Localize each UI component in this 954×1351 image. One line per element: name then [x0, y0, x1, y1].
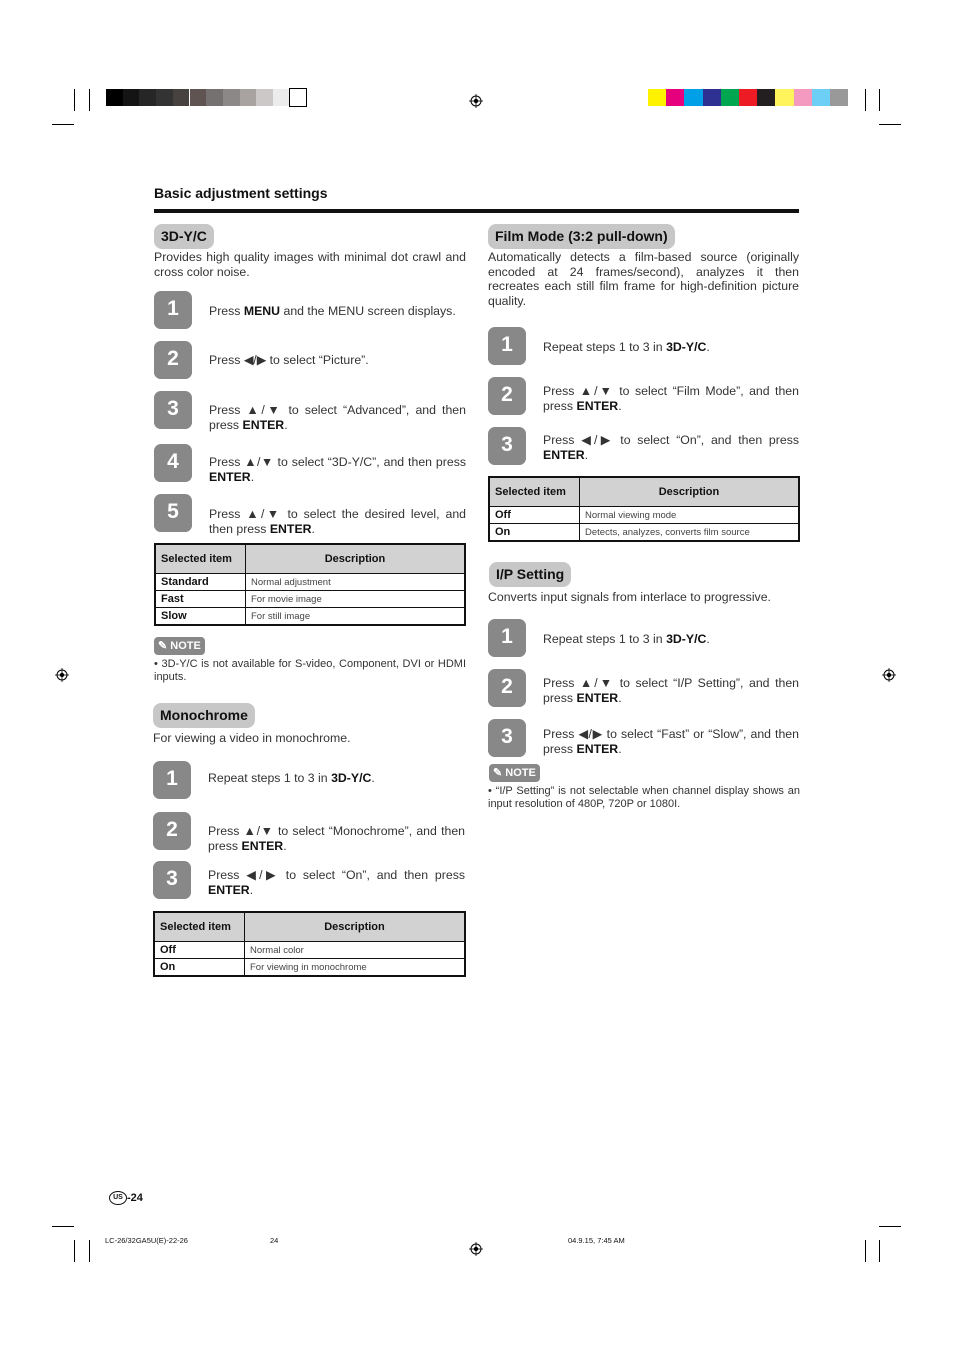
- registration-mark-icon: [882, 668, 896, 682]
- step-number: 3: [488, 427, 526, 465]
- footer-sheet-number: 24: [270, 1236, 279, 1245]
- registration-mark-icon: [55, 668, 69, 682]
- settings-table-monochrome: [153, 911, 466, 977]
- color-swatch: [190, 89, 207, 106]
- color-swatch: [139, 89, 156, 106]
- section-intro: For viewing a video in monochrome.: [153, 731, 351, 745]
- color-swatch: [721, 89, 739, 106]
- us-badge-icon: US: [109, 1191, 127, 1205]
- step-number: 2: [154, 341, 192, 379]
- table-row: On Detects, analyzes, converts film source: [489, 524, 799, 542]
- step-text: Press ▲/▼ to select “I/P Setting”, and then press ENTER.: [543, 676, 799, 705]
- color-swatch: [206, 89, 223, 106]
- step-text: Repeat steps 1 to 3 in 3D-Y/C.: [543, 632, 710, 646]
- step-number: 5: [154, 494, 192, 532]
- step-text: Press ◀/▶ to select “On”, and then press ENTER.: [543, 433, 799, 462]
- color-swatch: [123, 89, 140, 106]
- column-header: Selected item: [489, 477, 580, 507]
- note-text: • “I/P Setting” is not selectable when channel display shows an input resolution of 480P, 720P or 1080I.: [488, 785, 800, 810]
- column-header: Selected item: [154, 912, 245, 942]
- section-heading-film-mode: Film Mode (3:2 pull-down): [488, 224, 675, 249]
- table-row: Off Normal viewing mode: [489, 507, 799, 524]
- color-swatch: [830, 89, 848, 106]
- footer-timestamp: 04.9.15, 7:45 AM: [568, 1236, 625, 1245]
- color-swatch: [240, 89, 257, 106]
- color-swatch: [106, 89, 123, 106]
- color-swatch: [703, 89, 721, 106]
- step-number: 1: [488, 327, 526, 365]
- color-swatch: [290, 89, 307, 106]
- page-number: US -24: [109, 1191, 143, 1205]
- color-swatch: [666, 89, 684, 106]
- step-number: 2: [488, 669, 526, 707]
- section-intro: Provides high quality images with minimal dot crawl and cross color noise.: [154, 250, 466, 279]
- color-swatch: [223, 89, 240, 106]
- registration-mark-icon: [469, 94, 483, 108]
- table-row: Standard Normal adjustment: [155, 574, 465, 591]
- step-text: Repeat steps 1 to 3 in 3D-Y/C.: [208, 771, 375, 785]
- color-swatch: [273, 89, 290, 106]
- step-text: Press ▲/▼ to select the desired level, and then press ENTER.: [209, 507, 466, 536]
- column-header: Description: [580, 477, 800, 507]
- footer-file-name: LC-26/32GA5U(E)-22-26: [105, 1236, 188, 1245]
- color-swatch: [684, 89, 702, 106]
- color-swatch: [156, 89, 173, 106]
- step-text: Repeat steps 1 to 3 in 3D-Y/C.: [543, 340, 710, 354]
- section-heading-ip-setting: I/P Setting: [489, 562, 571, 587]
- step-number: 1: [154, 291, 192, 329]
- step-number: 2: [488, 377, 526, 415]
- step-number: 2: [153, 812, 191, 850]
- note-label: ✎ NOTE: [154, 637, 205, 655]
- column-header: Description: [245, 912, 466, 942]
- section-heading-3d-yc: 3D-Y/C: [154, 224, 214, 249]
- step-number: 3: [154, 391, 192, 429]
- table-row: Fast For movie image: [155, 591, 465, 608]
- section-intro: Converts input signals from interlace to progressive.: [488, 590, 771, 604]
- step-text: Press MENU and the MENU screen displays.: [209, 304, 456, 318]
- pencil-icon: ✎: [158, 640, 168, 652]
- step-number: 1: [153, 761, 191, 799]
- column-header: Description: [246, 544, 466, 574]
- color-swatch: [739, 89, 757, 106]
- table-row: Slow For still image: [155, 608, 465, 626]
- color-swatch: [256, 89, 273, 106]
- note-text: • 3D-Y/C is not available for S-video, Component, DVI or HDMI inputs.: [154, 658, 466, 683]
- settings-table-3d-yc: [154, 543, 466, 626]
- table-row: Off Normal color: [154, 942, 465, 959]
- table-row: On For viewing in monochrome: [154, 959, 465, 977]
- section-intro: Automatically detects a film-based source (originally encoded at 24 frames/second), analyzes it then recreates each still film frame for high-definition picture quality.: [488, 250, 799, 308]
- column-header: Selected item: [155, 544, 246, 574]
- step-text: Press ▲/▼ to select “Monochrome”, and then press ENTER.: [208, 824, 465, 853]
- color-swatch: [648, 89, 666, 106]
- color-swatch: [173, 89, 190, 106]
- step-text: Press ◀/▶ to select “Fast” or “Slow”, and then press ENTER.: [543, 727, 799, 756]
- step-text: Press ◀/▶ to select “On”, and then press ENTER.: [208, 868, 465, 897]
- note-label: ✎ NOTE: [489, 764, 540, 782]
- pencil-icon: ✎: [493, 767, 503, 779]
- step-number: 1: [488, 619, 526, 657]
- header-rule: [154, 209, 799, 213]
- step-number: 4: [154, 444, 192, 482]
- step-number: 3: [153, 861, 191, 899]
- registration-mark-icon: [469, 1242, 483, 1256]
- step-text: Press ▲/▼ to select “Advanced”, and then press ENTER.: [209, 403, 466, 432]
- section-heading-monochrome: Monochrome: [153, 703, 255, 728]
- page-title: Basic adjustment settings: [154, 185, 328, 201]
- settings-table-film-mode: [488, 476, 800, 542]
- step-number: 3: [488, 719, 526, 757]
- color-swatch: [757, 89, 775, 106]
- step-text: Press ▲/▼ to select “3D-Y/C”, and then press ENTER.: [209, 455, 466, 484]
- step-text: Press ▲/▼ to select “Film Mode”, and then press ENTER.: [543, 384, 799, 413]
- color-swatch: [794, 89, 812, 106]
- color-swatch: [812, 89, 830, 106]
- step-text: Press ◀/▶ to select “Picture”.: [209, 353, 369, 367]
- color-swatch: [775, 89, 793, 106]
